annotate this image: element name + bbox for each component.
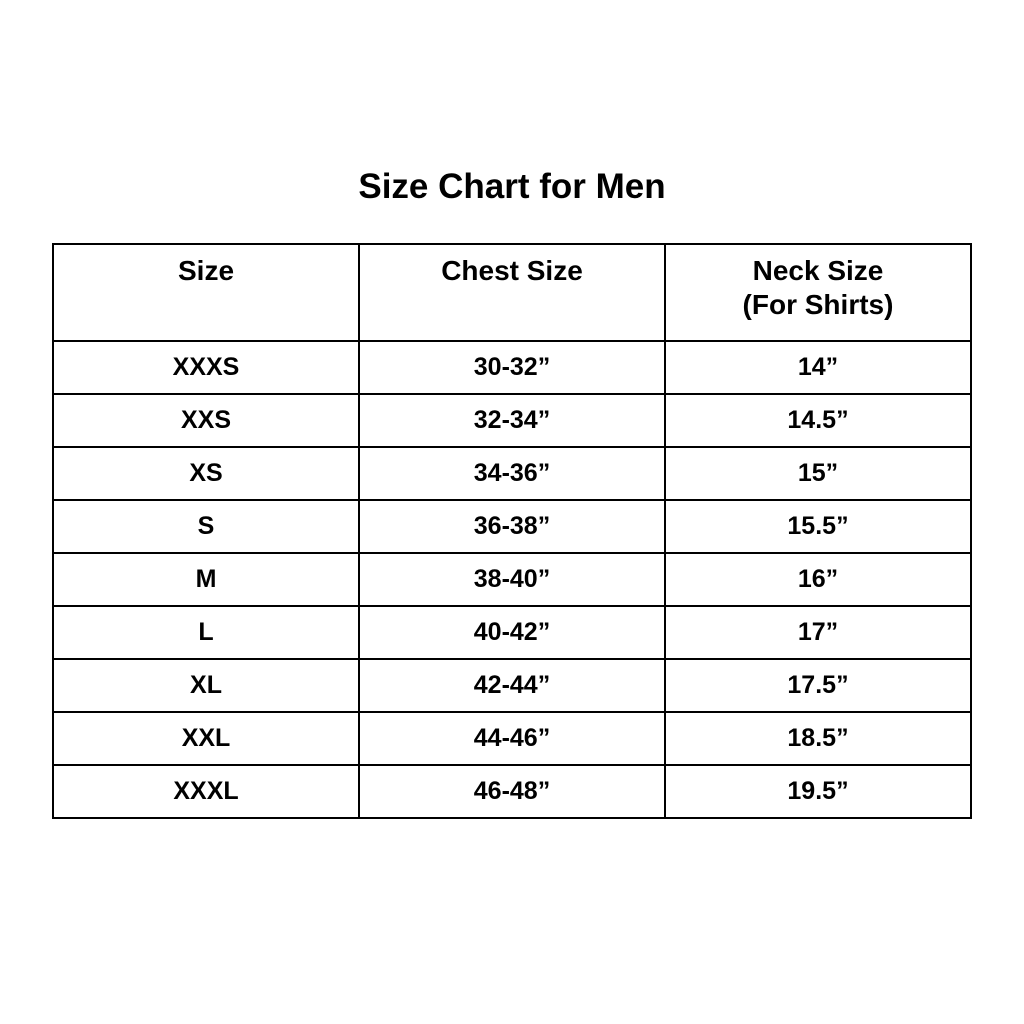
neck-size-cell: 14”: [665, 341, 971, 394]
size-cell: L: [53, 606, 359, 659]
size-cell: S: [53, 500, 359, 553]
size-cell: XXL: [53, 712, 359, 765]
chest-size-cell: 44-46”: [359, 712, 665, 765]
chest-size-cell: 38-40”: [359, 553, 665, 606]
column-header-chest-size-label: Chest Size: [441, 255, 583, 286]
size-cell: XXXS: [53, 341, 359, 394]
table-row: [53, 394, 971, 447]
chest-size-cell: 42-44”: [359, 659, 665, 712]
column-header-chest-size: [359, 244, 665, 341]
chest-size-cell: 40-42”: [359, 606, 665, 659]
chest-size-cell: 46-48”: [359, 765, 665, 818]
neck-size-cell: 15.5”: [665, 500, 971, 553]
header-row: [53, 244, 971, 341]
neck-size-cell: 19.5”: [665, 765, 971, 818]
size-cell: XL: [53, 659, 359, 712]
column-header-size-label: Size: [177, 255, 235, 286]
table-row: [53, 553, 971, 606]
table-row: [53, 712, 971, 765]
neck-size-cell: 17”: [665, 606, 971, 659]
table-row: [53, 341, 971, 394]
table-body: [53, 341, 971, 818]
column-header-size: [53, 244, 359, 341]
neck-size-cell: 14.5”: [665, 394, 971, 447]
size-chart-table: [52, 243, 972, 819]
table-row: [53, 606, 971, 659]
size-cell: M: [53, 553, 359, 606]
neck-size-cell: 16”: [665, 553, 971, 606]
table-row: [53, 659, 971, 712]
size-cell: XS: [53, 447, 359, 500]
neck-size-cell: 18.5”: [665, 712, 971, 765]
table-row: [53, 500, 971, 553]
size-cell: XXS: [53, 394, 359, 447]
table-row: [53, 447, 971, 500]
column-header-neck-size: [665, 244, 971, 341]
chest-size-cell: 32-34”: [359, 394, 665, 447]
neck-size-cell: 17.5”: [665, 659, 971, 712]
chest-size-cell: 36-38”: [359, 500, 665, 553]
page-title: Size Chart for Men: [358, 167, 666, 206]
chest-size-cell: 34-36”: [359, 447, 665, 500]
chest-size-cell: 30-32”: [359, 341, 665, 394]
column-header-neck-size-sublabel: (For Shirts): [742, 289, 894, 320]
neck-size-cell: 15”: [665, 447, 971, 500]
table-row: [53, 765, 971, 818]
column-header-neck-size-label: Neck Size: [752, 255, 884, 286]
table-header: [53, 244, 971, 341]
size-cell: XXXL: [53, 765, 359, 818]
